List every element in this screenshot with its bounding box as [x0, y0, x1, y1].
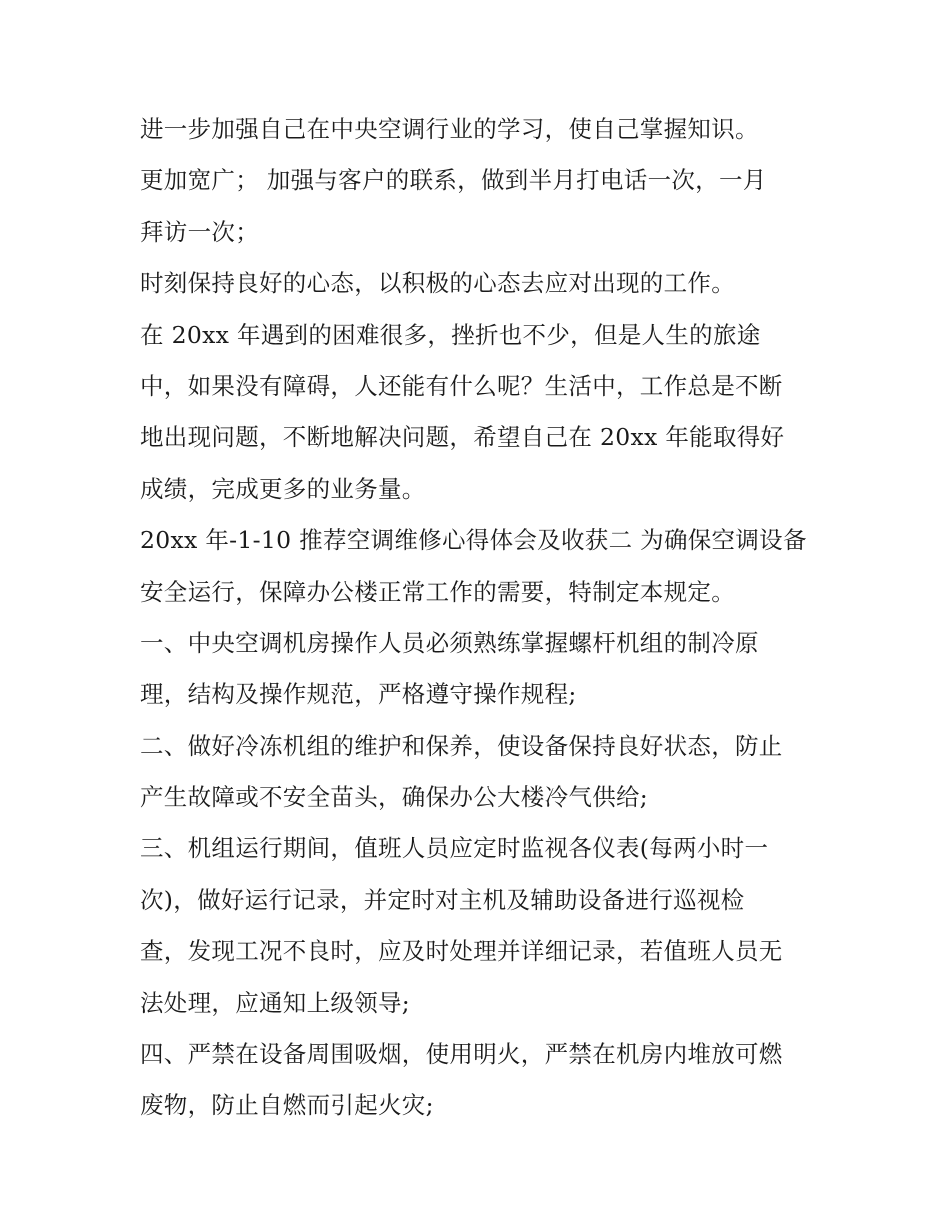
- text-line: 时刻保持良好的心态，以积极的心态去应对出现的工作。: [140, 269, 735, 298]
- text-line: 二、做好冷冻机组的维护和保养，使设备保持良好状态，防止: [140, 731, 783, 760]
- text-line: 进一步加强自己在中央空调行业的学习，使自己掌握知识。: [140, 115, 759, 143]
- text-line: 在 20xx 年遇到的困难很多，挫折也不少，但是人生的旅途: [140, 320, 761, 349]
- text-line: 三、机组运行期间，值班人员应定时监视各仪表(每两小时一: [140, 834, 769, 863]
- text-line: 次)，做好运行记录，并定时对主机及辅助设备进行巡视检: [140, 885, 745, 914]
- text-line: 更加宽广； 加强与客户的联系，做到半月打电话一次，一月: [140, 166, 767, 195]
- text-line: 20xx 年-1-10 推荐空调维修心得体会及收获二 为确保空调设备: [140, 526, 807, 555]
- text-line: 理，结构及操作规范，严格遵守操作规程;: [140, 680, 577, 709]
- text-line: 拜访一次；: [140, 217, 259, 246]
- text-line: 地出现问题，不断地解决问题，希望自己在 20xx 年能取得好: [140, 423, 785, 452]
- text-line: 产生故障或不安全苗头，确保办公大楼冷气供给;: [140, 783, 649, 812]
- text-line: 中，如果没有障碍，人还能有什么呢？生活中，工作总是不断: [140, 371, 783, 400]
- text-line: 查，发现工况不良时，应及时处理并详细记录，若值班人员无: [140, 937, 783, 966]
- text-line: 法处理，应通知上级领导;: [140, 988, 411, 1017]
- text-line: 四、严禁在设备周围吸烟，使用明火，严禁在机房内堆放可燃: [140, 1040, 783, 1069]
- text-line: 成绩，完成更多的业务量。: [140, 474, 426, 503]
- document-body: [140, 104, 830, 1132]
- text-line: 安全运行，保障办公楼正常工作的需要，特制定本规定。: [140, 577, 735, 606]
- text-line: 废物，防止自燃而引起火灾;: [140, 1091, 434, 1120]
- text-line: 一、中央空调机房操作人员必须熟练掌握螺杆机组的制冷原: [140, 628, 759, 657]
